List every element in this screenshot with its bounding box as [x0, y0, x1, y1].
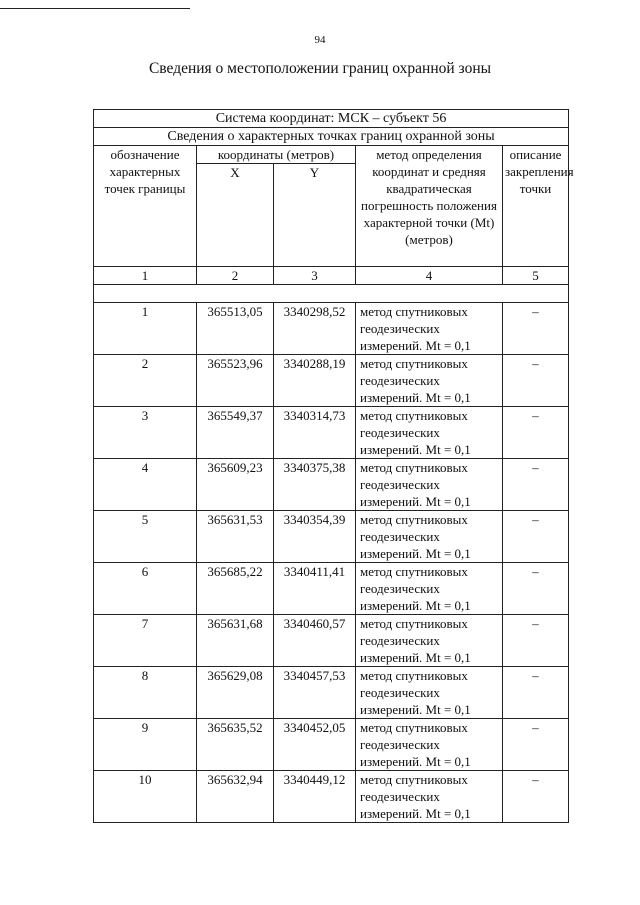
point-number-cell: 6: [94, 563, 197, 615]
y-coordinate-cell: 3340375,38: [274, 459, 356, 511]
y-coordinate-cell: 3340411,41: [274, 563, 356, 615]
description-cell: –: [503, 667, 569, 719]
empty-spacer-row: [94, 285, 569, 303]
y-header: Y: [274, 164, 356, 267]
point-number-cell: 10: [94, 771, 197, 823]
table-row: [94, 563, 569, 615]
table-row: [94, 511, 569, 563]
y-coordinate-cell: 3340460,57: [274, 615, 356, 667]
column-number: 2: [197, 267, 274, 285]
coord-system-row: [94, 110, 569, 128]
method-cell: метод спутниковых геодезических измерений. Mt = 0,1: [356, 667, 503, 719]
point-number-cell: 7: [94, 615, 197, 667]
x-coordinate-cell: 365631,68: [197, 615, 274, 667]
table-row: [94, 303, 569, 355]
method-cell: метод спутниковых геодезических измерений. Mt = 0,1: [356, 511, 503, 563]
x-coordinate-cell: 365635,52: [197, 719, 274, 771]
point-number-cell: 3: [94, 407, 197, 459]
description-cell: –: [503, 355, 569, 407]
point-number-cell: 2: [94, 355, 197, 407]
data-rows: [94, 303, 569, 823]
point-number-cell: 5: [94, 511, 197, 563]
method-cell: метод спутниковых геодезических измерений. Mt = 0,1: [356, 303, 503, 355]
column-number: 1: [94, 267, 197, 285]
point-number-cell: 9: [94, 719, 197, 771]
x-header: X: [197, 164, 274, 267]
description-cell: –: [503, 407, 569, 459]
description-cell: –: [503, 563, 569, 615]
x-coordinate-cell: 365631,53: [197, 511, 274, 563]
x-coordinate-cell: 365685,22: [197, 563, 274, 615]
table-row: [94, 771, 569, 823]
y-coordinate-cell: 3340314,73: [274, 407, 356, 459]
description-cell: –: [503, 459, 569, 511]
top-rule: [0, 8, 190, 9]
description-cell: –: [503, 615, 569, 667]
point-number-cell: 1: [94, 303, 197, 355]
method-cell: метод спутниковых геодезических измерений. Mt = 0,1: [356, 563, 503, 615]
x-coordinate-cell: 365513,05: [197, 303, 274, 355]
method-cell: метод спутниковых геодезических измерений. Mt = 0,1: [356, 771, 503, 823]
x-coordinate-cell: 365549,37: [197, 407, 274, 459]
y-coordinate-cell: 3340452,05: [274, 719, 356, 771]
description-cell: –: [503, 511, 569, 563]
page-title: Сведения о местоположении границ охранной зоны: [148, 60, 492, 77]
column-header-row: [94, 146, 569, 164]
x-coordinate-cell: 365629,08: [197, 667, 274, 719]
method-cell: метод спутниковых геодезических измерений. Mt = 0,1: [356, 719, 503, 771]
table-row: [94, 355, 569, 407]
column-number: 4: [356, 267, 503, 285]
column-number: 3: [274, 267, 356, 285]
y-coordinate-cell: 3340449,12: [274, 771, 356, 823]
y-coordinate-cell: 3340288,19: [274, 355, 356, 407]
description-cell: –: [503, 771, 569, 823]
table-body: [94, 110, 574, 303]
table-row: [94, 407, 569, 459]
coordinates-header: координаты (метров): [197, 146, 356, 164]
x-coordinate-cell: 365523,96: [197, 355, 274, 407]
table-row: [94, 719, 569, 771]
method-cell: метод спутниковых геодезических измерений. Mt = 0,1: [356, 355, 503, 407]
table-row: [94, 459, 569, 511]
method-cell: метод спутниковых геодезических измерений. Mt = 0,1: [356, 459, 503, 511]
column-number: 5: [503, 267, 569, 285]
x-coordinate-cell: 365632,94: [197, 771, 274, 823]
y-coordinate-cell: 3340298,52: [274, 303, 356, 355]
method-cell: метод спутниковых геодезических измерений. Mt = 0,1: [356, 615, 503, 667]
boundary-points-table: [93, 109, 574, 823]
description-cell: –: [503, 303, 569, 355]
section-title-row: [94, 128, 569, 146]
table-row: [94, 667, 569, 719]
y-coordinate-cell: 3340354,39: [274, 511, 356, 563]
x-coordinate-cell: 365609,23: [197, 459, 274, 511]
page-number: 94: [314, 34, 326, 46]
method-header: метод определения координат и средняя квадратическая погрешность положения характерной точки (Mt) (метров): [356, 146, 503, 267]
point-number-cell: 8: [94, 667, 197, 719]
section-title-cell: Сведения о характерных точках границ охранной зоны: [94, 128, 569, 146]
point-number-cell: 4: [94, 459, 197, 511]
empty-spacer-cell: [94, 285, 569, 303]
method-cell: метод спутниковых геодезических измерений. Mt = 0,1: [356, 407, 503, 459]
coord-system-cell: Система координат: МСК – субъект 56: [94, 110, 569, 128]
y-coordinate-cell: 3340457,53: [274, 667, 356, 719]
column-number-row: [94, 267, 569, 285]
description-header: описание закрепления точки: [503, 146, 569, 267]
table-row: [94, 615, 569, 667]
description-cell: –: [503, 719, 569, 771]
designation-header: обозначение характерных точек границы: [94, 146, 197, 267]
